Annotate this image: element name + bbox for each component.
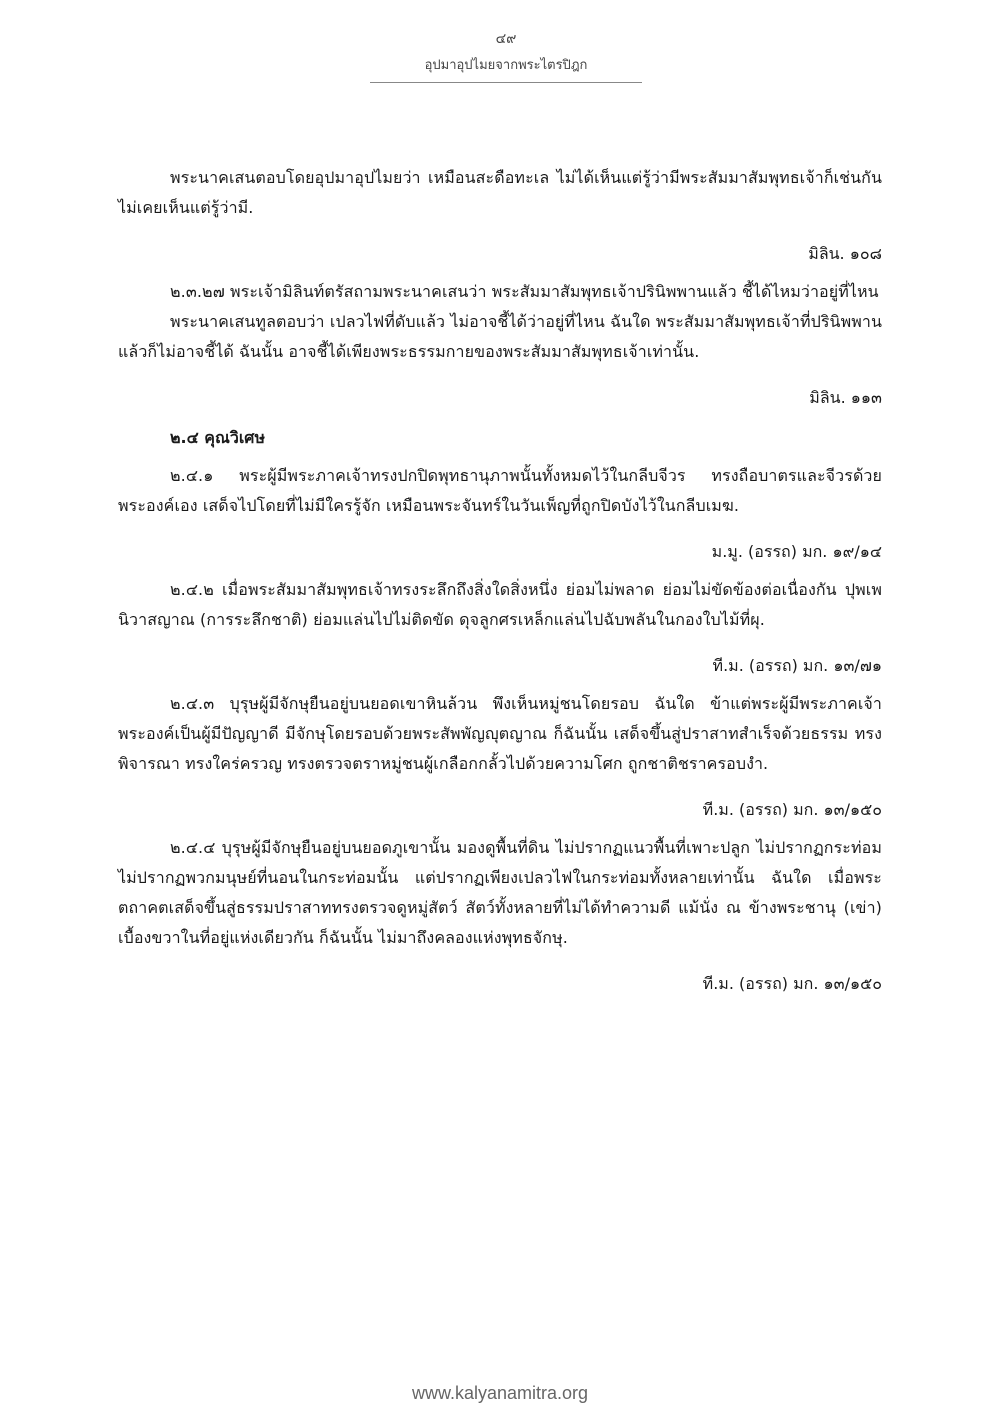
page-number: ๔๙ bbox=[495, 31, 517, 47]
header-divider bbox=[370, 82, 642, 83]
reference-citation: ที.ม. (อรรถ) มก. ๑๓/๑๕๐ bbox=[702, 800, 882, 819]
paragraph: ๒.๔.๒ เมื่อพระสัมมาสัมพุทธเจ้าทรงระลึกถึงสิ่งใดสิ่งหนึ่ง ย่อมไม่พลาด ย่อมไม่ขัดข้องต่อเนื่องกัน ปุพเพนิวาสญาณ (การระลึกชาติ) ย่อมแล่นไปไม่ติดขัด ดุจลูกศรเหล็กแล่นไปฉับพลันในกองใบไม้ที่ผุ. bbox=[118, 580, 882, 629]
paragraph: พระนาคเสนทูลตอบว่า เปลวไฟที่ดับแล้ว ไม่อาจชี้ได้ว่าอยู่ที่ไหน ฉันใด พระสัมมาสัมพุทธเจ้าที่ปรินิพพานแล้วก็ไม่อาจชี้ได้ ฉันนั้น อาจชี้ได้เพียงพระธรรมกายของพระสัมมาสัมพุทธเจ้าเท่านั้น. bbox=[118, 312, 882, 361]
paragraph: ๒.๓.๒๗ พระเจ้ามิลินท์ตรัสถามพระนาคเสนว่า พระสัมมาสัมพุทธเจ้าปรินิพพานแล้ว ชี้ได้ไหมว่าอยู่ที่ไหน bbox=[170, 282, 879, 301]
reference-citation: ที.ม. (อรรถ) มก. ๑๓/๗๑ bbox=[712, 656, 882, 675]
reference-citation: มิลิน. ๑๑๓ bbox=[809, 388, 882, 407]
page-body bbox=[118, 163, 882, 1007]
paragraph: ๒.๔.๔ บุรุษผู้มีจักษุยืนอยู่บนยอดภูเขานั้น มองดูพื้นที่ดิน ไม่ปรากฏแนวพื้นที่เพาะปลูก ไม่ปรากฏกระท่อม ไม่ปรากฏพวกมนุษย์ที่นอนในกระท่อมนั้น แต่ปรากฏเพียงเปลวไฟในกระท่อมทั้งหลายเท่านั้น ฉันใด เมื่อพระตถาคตเสด็จขึ้นสู่ธรรมปราสาททรงตรวจดูหมู่สัตว์ สัตว์ทั้งหลายที่ไม่ได้ทำความดี แม้นั่ง ณ ข้างพระชานุ (เข่า) เบื้องขวาในที่อยู่แห่งเดียวกัน ก็ฉันนั้น ไม่มาถึงคลองแห่งพุทธจักษุ. bbox=[118, 838, 882, 947]
book-title: อุปมาอุปไมยจากพระไตรปิฎก bbox=[424, 58, 588, 73]
reference-citation: ที.ม. (อรรถ) มก. ๑๓/๑๕๐ bbox=[702, 974, 882, 993]
paragraph: พระนาคเสนตอบโดยอุปมาอุปไมยว่า เหมือนสะดือทะเล ไม่ได้เห็นแต่รู้ว่ามีพระสัมมาสัมพุทธเจ้าก็เช่นกัน ไม่เคยเห็นแต่รู้ว่ามี. bbox=[118, 168, 882, 217]
paragraph: ๒.๔.๓ บุรุษผู้มีจักษุยืนอยู่บนยอดเขาหินล้วน พึงเห็นหมู่ชนโดยรอบ ฉันใด ข้าแต่พระผู้มีพระภาคเจ้า พระองค์เป็นผู้มีปัญญาดี มีจักษุโดยรอบด้วยพระสัพพัญญุตญาณ ก็ฉันนั้น เสด็จขึ้นสู่ปราสาทสำเร็จด้วยธรรม ทรงพิจารณา ทรงใคร่ครวญ ทรงตรวจตราหมู่ชนผู้เกลือกกลั้วไปด้วยความโศก ถูกชาติชราครอบงำ. bbox=[118, 694, 882, 773]
page-header bbox=[370, 30, 642, 83]
footer-website[interactable]: www.kalyanamitra.org bbox=[411, 1383, 589, 1403]
reference-citation: ม.มู. (อรรถ) มก. ๑๙/๑๔ bbox=[711, 542, 882, 561]
section-heading: ๒.๔ คุณวิเศษ bbox=[170, 428, 266, 447]
paragraph: ๒.๔.๑ พระผู้มีพระภาคเจ้าทรงปกปิดพุทธานุภาพนั้นทั้งหมดไว้ในกลีบจีวร ทรงถือบาตรและจีวรด้วยพระองค์เอง เสด็จไปโดยที่ไม่มีใครรู้จัก เหมือนพระจันทร์ในวันเพ็ญที่ถูกปิดบังไว้ในกลีบเมฆ. bbox=[118, 466, 882, 515]
reference-citation: มิลิน. ๑๐๘ bbox=[808, 244, 882, 263]
